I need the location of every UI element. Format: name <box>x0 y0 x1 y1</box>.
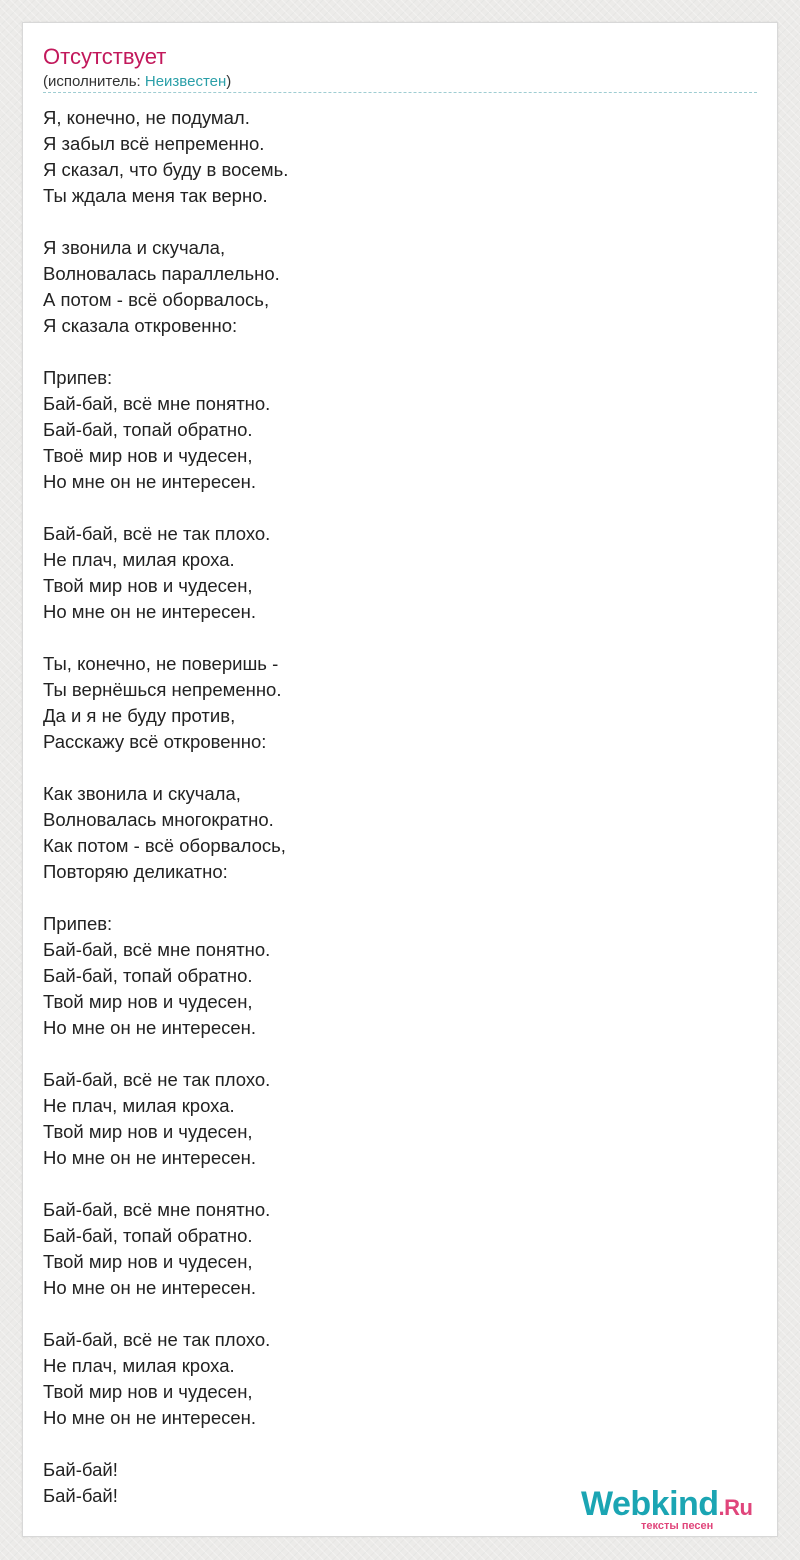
lyrics-line: Да и я не буду против, <box>43 705 236 726</box>
lyrics-line: Ты вернёшься непременно. <box>43 679 282 700</box>
lyrics-line: Но мне он не интересен. <box>43 1147 257 1168</box>
lyrics-line: Бай-бай, всё мне понятно. <box>43 1199 271 1220</box>
artist-suffix: ) <box>226 73 232 90</box>
lyrics-line: Твоё мир нов и чудесен, <box>43 445 253 466</box>
lyrics-line: Расскажу всё откровенно: <box>43 731 267 752</box>
lyrics-line: Повторяю деликатно: <box>43 861 228 882</box>
lyrics-line: Я сказал, что буду в восемь. <box>43 159 289 180</box>
lyrics-line: Бай-бай, всё мне понятно. <box>43 939 271 960</box>
artist-prefix: (исполнитель: <box>43 73 145 90</box>
lyrics-line: Но мне он не интересен. <box>43 601 257 622</box>
lyrics-line: Волновалась параллельно. <box>43 263 280 284</box>
lyrics-stanza <box>43 911 743 1041</box>
webkind-logo[interactable] <box>581 1486 771 1532</box>
lyrics-line: Как звонила и скучала, <box>43 783 241 804</box>
logo-main-text: Webkind <box>581 1485 719 1523</box>
artist-line <box>43 73 231 91</box>
lyrics-line: Бай-бай, всё мне понятно. <box>43 393 271 414</box>
lyrics-line: Твой мир нов и чудесен, <box>43 1121 253 1142</box>
lyrics-line: Бай-бай, всё не так плохо. <box>43 523 271 544</box>
lyrics-stanza <box>43 105 743 209</box>
lyrics-line: Припев: <box>43 367 113 388</box>
artist-link[interactable]: Неизвестен <box>144 73 227 90</box>
lyrics-text <box>43 105 743 1509</box>
lyrics-line: Я, конечно, не подумал. <box>43 107 250 128</box>
lyrics-line: Но мне он не интересен. <box>43 1407 257 1428</box>
logo-tagline: тексты песен <box>641 1520 714 1532</box>
lyrics-line: Ты, конечно, не поверишь - <box>43 653 279 674</box>
lyrics-line: Твой мир нов и чудесен, <box>43 991 253 1012</box>
lyrics-line: Но мне он не интересен. <box>43 1277 257 1298</box>
lyrics-line: Волновалась многократно. <box>43 809 274 830</box>
lyrics-line: Ты ждала меня так верно. <box>43 185 268 206</box>
title-divider <box>43 92 757 93</box>
lyrics-line: Бай-бай, топай обратно. <box>43 1225 253 1246</box>
lyrics-stanza <box>43 651 743 755</box>
lyrics-line: Твой мир нов и чудесен, <box>43 1381 253 1402</box>
lyrics-line: Твой мир нов и чудесен, <box>43 575 253 596</box>
lyrics-stanza <box>43 365 743 495</box>
lyrics-stanza <box>43 1197 743 1301</box>
lyrics-stanza <box>43 521 743 625</box>
logo-tld: .Ru <box>718 1495 753 1520</box>
lyrics-line: Бай-бай, топай обратно. <box>43 419 253 440</box>
lyrics-line: Твой мир нов и чудесен, <box>43 1251 253 1272</box>
lyrics-stanza <box>43 1327 743 1431</box>
lyrics-line: А потом - всё оборвалось, <box>43 289 270 310</box>
lyrics-line: Бай-бай! <box>43 1459 118 1480</box>
lyrics-line: Но мне он не интересен. <box>43 1017 257 1038</box>
lyrics-card <box>22 22 778 1537</box>
lyrics-line: Бай-бай! <box>43 1485 118 1506</box>
lyrics-line: Бай-бай, топай обратно. <box>43 965 253 986</box>
lyrics-line: Я сказала откровенно: <box>43 315 238 336</box>
lyrics-stanza <box>43 1067 743 1171</box>
lyrics-line: Но мне он не интересен. <box>43 471 257 492</box>
lyrics-line: Я забыл всё непременно. <box>43 133 265 154</box>
lyrics-line: Бай-бай, всё не так плохо. <box>43 1069 271 1090</box>
song-title: Отсутствует <box>43 44 167 69</box>
lyrics-line: Не плач, милая кроха. <box>43 1095 235 1116</box>
lyrics-line: Как потом - всё оборвалось, <box>43 835 286 856</box>
lyrics-stanza <box>43 235 743 339</box>
lyrics-line: Не плач, милая кроха. <box>43 549 235 570</box>
lyrics-stanza <box>43 781 743 885</box>
lyrics-line: Бай-бай, всё не так плохо. <box>43 1329 271 1350</box>
lyrics-line: Я звонила и скучала, <box>43 237 226 258</box>
lyrics-line: Припев: <box>43 913 113 934</box>
lyrics-line: Не плач, милая кроха. <box>43 1355 235 1376</box>
